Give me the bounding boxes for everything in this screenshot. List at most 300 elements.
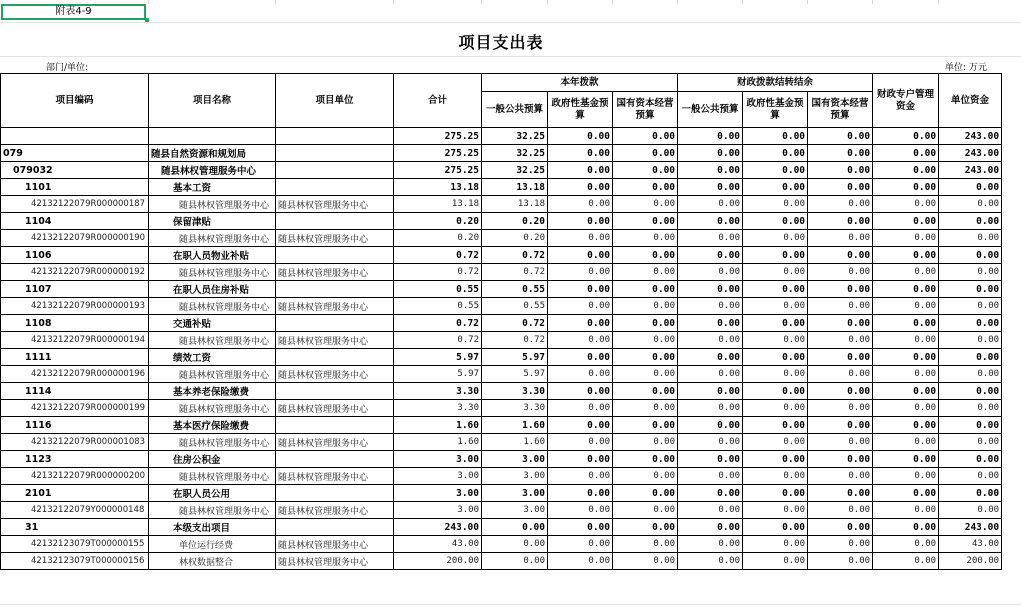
cell-amount[interactable]: 0.00	[808, 400, 873, 417]
cell-amount[interactable]: 0.00	[743, 196, 808, 213]
selected-cell-note[interactable]: 附表4-9	[1, 4, 146, 20]
cell-amount[interactable]: 0.00	[613, 247, 678, 264]
cell-amount[interactable]: 0.00	[808, 298, 873, 315]
header-name[interactable]: 项目名称	[149, 74, 276, 128]
cell-amount[interactable]: 0.00	[678, 315, 743, 332]
cell-amount[interactable]: 0.00	[678, 485, 743, 502]
cell-amount[interactable]: 0.00	[743, 128, 808, 145]
cell-amount[interactable]: 0.00	[873, 417, 939, 434]
cell-amount[interactable]: 0.00	[873, 145, 939, 162]
cell-amount[interactable]: 5.97	[482, 349, 548, 366]
cell-amount[interactable]: 0.00	[743, 145, 808, 162]
cell-name[interactable]: 绩效工资	[149, 349, 276, 366]
cell-name[interactable]: 随县林权管理服务中心	[149, 434, 276, 451]
cell-amount[interactable]: 0.00	[873, 383, 939, 400]
cell-amount[interactable]: 243.00	[939, 519, 1002, 536]
cell-name[interactable]: 基本养老保险缴费	[149, 383, 276, 400]
cell-amount[interactable]: 0.00	[743, 434, 808, 451]
cell-unit[interactable]: 随县林权管理服务中心	[276, 400, 394, 417]
cell-amount[interactable]: 0.00	[613, 349, 678, 366]
cell-amount[interactable]: 13.18	[482, 179, 548, 196]
cell-amount[interactable]: 243.00	[394, 519, 482, 536]
cell-code[interactable]: 42132123079T000000156	[1, 553, 149, 570]
cell-amount[interactable]: 0.00	[613, 366, 678, 383]
cell-amount[interactable]: 0.00	[613, 519, 678, 536]
cell-amount[interactable]: 0.00	[873, 247, 939, 264]
cell-name[interactable]: 随县林权管理服务中心	[149, 400, 276, 417]
cell-amount[interactable]: 0.00	[613, 162, 678, 179]
header-total[interactable]: 合计	[394, 74, 482, 128]
header-fund-budget-carryover[interactable]: 政府性基金预算	[743, 92, 808, 128]
cell-unit[interactable]	[276, 128, 394, 145]
cell-amount[interactable]: 3.30	[394, 383, 482, 400]
cell-amount[interactable]: 0.00	[548, 536, 613, 553]
cell-amount[interactable]: 0.00	[678, 417, 743, 434]
cell-amount[interactable]: 0.00	[939, 451, 1002, 468]
cell-amount[interactable]: 0.72	[394, 332, 482, 349]
cell-amount[interactable]: 0.00	[613, 536, 678, 553]
cell-amount[interactable]: 243.00	[939, 162, 1002, 179]
cell-amount[interactable]: 0.00	[939, 179, 1002, 196]
cell-amount[interactable]: 0.00	[939, 383, 1002, 400]
cell-unit[interactable]	[276, 281, 394, 298]
cell-code[interactable]: 42132122079R000000199	[1, 400, 149, 417]
cell-unit[interactable]	[276, 485, 394, 502]
cell-amount[interactable]: 0.00	[613, 128, 678, 145]
cell-amount[interactable]: 3.00	[394, 451, 482, 468]
cell-code[interactable]: 1101	[1, 179, 149, 196]
cell-code[interactable]: 42132122079R000000192	[1, 264, 149, 281]
cell-amount[interactable]: 0.00	[939, 264, 1002, 281]
header-unit-funds[interactable]: 单位资金	[939, 74, 1002, 128]
cell-amount[interactable]: 0.00	[808, 196, 873, 213]
cell-amount[interactable]: 0.00	[808, 451, 873, 468]
header-state-capital-budget[interactable]: 国有资本经营预算	[613, 92, 678, 128]
cell-amount[interactable]: 0.20	[482, 230, 548, 247]
cell-amount[interactable]: 0.00	[678, 230, 743, 247]
cell-amount[interactable]: 0.00	[743, 298, 808, 315]
cell-amount[interactable]: 0.00	[613, 485, 678, 502]
cell-amount[interactable]: 0.20	[394, 213, 482, 230]
cell-amount[interactable]: 0.00	[743, 383, 808, 400]
cell-amount[interactable]: 0.00	[678, 349, 743, 366]
cell-amount[interactable]: 3.30	[482, 383, 548, 400]
cell-amount[interactable]: 0.00	[548, 519, 613, 536]
cell-amount[interactable]: 0.72	[394, 264, 482, 281]
cell-code[interactable]: 42132122079R000000196	[1, 366, 149, 383]
cell-amount[interactable]: 0.00	[743, 179, 808, 196]
cell-amount[interactable]: 0.00	[743, 230, 808, 247]
cell-name[interactable]: 随县自然资源和规划局	[149, 145, 276, 162]
cell-amount[interactable]: 0.00	[873, 468, 939, 485]
cell-unit[interactable]: 随县林权管理服务中心	[276, 264, 394, 281]
cell-unit[interactable]: 随县林权管理服务中心	[276, 196, 394, 213]
cell-amount[interactable]: 0.00	[873, 196, 939, 213]
cell-amount[interactable]: 3.00	[394, 468, 482, 485]
cell-amount[interactable]: 0.00	[873, 400, 939, 417]
cell-amount[interactable]: 0.00	[548, 502, 613, 519]
cell-amount[interactable]: 0.00	[678, 451, 743, 468]
cell-amount[interactable]: 0.00	[548, 400, 613, 417]
cell-amount[interactable]: 0.00	[873, 451, 939, 468]
cell-amount[interactable]: 0.00	[548, 315, 613, 332]
cell-amount[interactable]: 0.55	[394, 298, 482, 315]
cell-amount[interactable]: 0.00	[678, 128, 743, 145]
header-carryover[interactable]: 财政拨款结转结余	[678, 74, 873, 92]
cell-amount[interactable]: 0.00	[743, 162, 808, 179]
cell-code[interactable]: 31	[1, 519, 149, 536]
cell-amount[interactable]: 5.97	[482, 366, 548, 383]
cell-amount[interactable]: 3.00	[394, 502, 482, 519]
cell-amount[interactable]: 0.72	[482, 247, 548, 264]
cell-amount[interactable]: 1.60	[482, 417, 548, 434]
cell-amount[interactable]: 243.00	[939, 128, 1002, 145]
cell-amount[interactable]: 0.00	[743, 281, 808, 298]
cell-amount[interactable]: 0.00	[743, 553, 808, 570]
cell-name[interactable]: 随县林权管理服务中心	[149, 264, 276, 281]
cell-amount[interactable]: 0.00	[678, 502, 743, 519]
cell-amount[interactable]: 0.00	[808, 128, 873, 145]
cell-unit[interactable]	[276, 451, 394, 468]
cell-amount[interactable]: 0.00	[939, 298, 1002, 315]
cell-amount[interactable]: 0.00	[808, 417, 873, 434]
cell-unit[interactable]	[276, 315, 394, 332]
cell-amount[interactable]: 0.00	[678, 332, 743, 349]
cell-amount[interactable]: 0.00	[808, 366, 873, 383]
cell-code[interactable]: 079	[1, 145, 149, 162]
cell-amount[interactable]: 0.00	[808, 213, 873, 230]
cell-amount[interactable]: 0.00	[482, 553, 548, 570]
header-general-budget-carryover[interactable]: 一般公共预算	[678, 92, 743, 128]
cell-amount[interactable]: 0.00	[678, 434, 743, 451]
cell-amount[interactable]: 0.00	[678, 247, 743, 264]
cell-name[interactable]: 在职人员物业补贴	[149, 247, 276, 264]
header-fund-budget[interactable]: 政府性基金预算	[548, 92, 613, 128]
cell-amount[interactable]: 0.00	[808, 230, 873, 247]
cell-amount[interactable]: 0.00	[548, 247, 613, 264]
cell-unit[interactable]	[276, 145, 394, 162]
cell-code[interactable]	[1, 128, 149, 145]
cell-amount[interactable]: 0.00	[808, 485, 873, 502]
cell-unit[interactable]	[276, 519, 394, 536]
cell-amount[interactable]: 0.00	[548, 128, 613, 145]
cell-amount[interactable]: 0.00	[482, 536, 548, 553]
cell-amount[interactable]: 0.00	[678, 179, 743, 196]
cell-amount[interactable]: 0.00	[873, 162, 939, 179]
cell-name[interactable]: 随县林权管理服务中心	[149, 468, 276, 485]
cell-amount[interactable]: 0.00	[613, 417, 678, 434]
cell-unit[interactable]	[276, 213, 394, 230]
cell-name[interactable]: 随县林权管理服务中心	[149, 502, 276, 519]
cell-name[interactable]: 住房公积金	[149, 451, 276, 468]
cell-amount[interactable]: 32.25	[482, 128, 548, 145]
cell-amount[interactable]: 0.00	[678, 213, 743, 230]
cell-amount[interactable]: 0.00	[743, 366, 808, 383]
cell-amount[interactable]: 0.00	[678, 281, 743, 298]
cell-amount[interactable]: 0.00	[613, 196, 678, 213]
cell-amount[interactable]: 0.55	[394, 281, 482, 298]
cell-amount[interactable]: 0.00	[743, 502, 808, 519]
cell-unit[interactable]	[276, 247, 394, 264]
cell-amount[interactable]: 0.00	[743, 468, 808, 485]
cell-amount[interactable]: 32.25	[482, 162, 548, 179]
cell-amount[interactable]: 43.00	[394, 536, 482, 553]
cell-name[interactable]: 单位运行经费	[149, 536, 276, 553]
cell-amount[interactable]: 0.00	[939, 213, 1002, 230]
cell-name[interactable]: 随县林权管理服务中心	[149, 196, 276, 213]
cell-amount[interactable]: 0.00	[808, 264, 873, 281]
header-general-budget[interactable]: 一般公共预算	[482, 92, 548, 128]
cell-amount[interactable]: 0.00	[939, 315, 1002, 332]
cell-amount[interactable]: 0.00	[678, 468, 743, 485]
cell-amount[interactable]: 275.25	[394, 162, 482, 179]
cell-amount[interactable]: 0.00	[743, 519, 808, 536]
cell-code[interactable]: 1108	[1, 315, 149, 332]
cell-amount[interactable]: 3.30	[394, 400, 482, 417]
cell-amount[interactable]: 0.00	[808, 434, 873, 451]
cell-amount[interactable]: 5.97	[394, 349, 482, 366]
cell-code[interactable]: 42132122079R000000194	[1, 332, 149, 349]
cell-amount[interactable]: 0.00	[743, 315, 808, 332]
cell-amount[interactable]: 1.60	[394, 434, 482, 451]
cell-unit[interactable]	[276, 349, 394, 366]
cell-amount[interactable]: 0.00	[678, 519, 743, 536]
cell-code[interactable]: 2101	[1, 485, 149, 502]
cell-amount[interactable]: 0.00	[873, 366, 939, 383]
cell-amount[interactable]: 0.00	[873, 332, 939, 349]
cell-amount[interactable]: 0.00	[613, 264, 678, 281]
cell-amount[interactable]: 0.00	[873, 536, 939, 553]
cell-name[interactable]: 随县林权管理服务中心	[149, 230, 276, 247]
cell-amount[interactable]: 0.00	[548, 349, 613, 366]
cell-amount[interactable]: 3.00	[482, 485, 548, 502]
cell-amount[interactable]: 0.00	[482, 519, 548, 536]
cell-amount[interactable]: 0.00	[743, 247, 808, 264]
cell-amount[interactable]: 0.00	[548, 162, 613, 179]
cell-amount[interactable]: 1.60	[394, 417, 482, 434]
cell-amount[interactable]: 0.00	[743, 264, 808, 281]
cell-amount[interactable]: 0.00	[873, 502, 939, 519]
cell-amount[interactable]: 0.00	[808, 553, 873, 570]
cell-amount[interactable]: 32.25	[482, 145, 548, 162]
cell-code[interactable]: 42132123079T000000155	[1, 536, 149, 553]
header-unit[interactable]: 项目单位	[276, 74, 394, 128]
cell-amount[interactable]: 0.00	[613, 400, 678, 417]
cell-amount[interactable]: 0.00	[678, 366, 743, 383]
cell-amount[interactable]: 0.00	[873, 264, 939, 281]
header-current-year-appropriation[interactable]: 本年拨款	[482, 74, 678, 92]
cell-amount[interactable]: 0.00	[548, 281, 613, 298]
cell-amount[interactable]: 275.25	[394, 128, 482, 145]
cell-name[interactable]: 随县林权管理服务中心	[149, 366, 276, 383]
cell-name[interactable]: 本级支出项目	[149, 519, 276, 536]
cell-amount[interactable]: 0.00	[808, 536, 873, 553]
cell-amount[interactable]: 0.55	[482, 298, 548, 315]
cell-amount[interactable]: 0.72	[482, 264, 548, 281]
cell-amount[interactable]: 0.00	[613, 553, 678, 570]
cell-amount[interactable]: 0.00	[939, 502, 1002, 519]
cell-amount[interactable]: 0.00	[548, 230, 613, 247]
cell-amount[interactable]: 0.00	[678, 553, 743, 570]
cell-amount[interactable]: 0.00	[743, 451, 808, 468]
cell-amount[interactable]: 0.00	[613, 298, 678, 315]
cell-unit[interactable]: 随县林权管理服务中心	[276, 332, 394, 349]
cell-amount[interactable]: 0.00	[939, 417, 1002, 434]
cell-amount[interactable]: 0.00	[873, 298, 939, 315]
cell-amount[interactable]: 0.00	[678, 536, 743, 553]
cell-amount[interactable]: 0.00	[808, 247, 873, 264]
cell-amount[interactable]: 0.00	[873, 553, 939, 570]
cell-amount[interactable]: 0.00	[613, 502, 678, 519]
cell-name[interactable]: 随县林权管理服务中心	[149, 332, 276, 349]
cell-unit[interactable]	[276, 383, 394, 400]
cell-amount[interactable]: 0.00	[808, 281, 873, 298]
cell-unit[interactable]	[276, 417, 394, 434]
cell-amount[interactable]: 200.00	[939, 553, 1002, 570]
cell-amount[interactable]: 0.00	[678, 196, 743, 213]
cell-amount[interactable]: 0.00	[613, 332, 678, 349]
cell-code[interactable]: 1123	[1, 451, 149, 468]
cell-amount[interactable]: 0.00	[939, 332, 1002, 349]
cell-amount[interactable]: 243.00	[939, 145, 1002, 162]
cell-amount[interactable]: 0.00	[613, 281, 678, 298]
cell-amount[interactable]: 0.00	[939, 434, 1002, 451]
cell-code[interactable]: 42132122079R000000187	[1, 196, 149, 213]
cell-unit[interactable]: 随县林权管理服务中心	[276, 536, 394, 553]
cell-amount[interactable]: 0.72	[482, 315, 548, 332]
cell-amount[interactable]: 0.00	[613, 230, 678, 247]
cell-amount[interactable]: 0.00	[548, 179, 613, 196]
cell-amount[interactable]: 0.00	[743, 417, 808, 434]
cell-amount[interactable]: 0.00	[939, 281, 1002, 298]
cell-amount[interactable]: 0.00	[548, 468, 613, 485]
cell-amount[interactable]: 0.00	[808, 383, 873, 400]
cell-amount[interactable]: 0.00	[808, 162, 873, 179]
cell-amount[interactable]: 0.00	[808, 145, 873, 162]
cell-amount[interactable]: 13.18	[394, 179, 482, 196]
cell-name[interactable]: 保留津贴	[149, 213, 276, 230]
cell-amount[interactable]: 13.18	[394, 196, 482, 213]
cell-unit[interactable]: 随县林权管理服务中心	[276, 366, 394, 383]
cell-amount[interactable]: 3.00	[482, 502, 548, 519]
cell-amount[interactable]: 0.00	[613, 145, 678, 162]
cell-amount[interactable]: 0.00	[548, 196, 613, 213]
cell-amount[interactable]: 0.00	[548, 366, 613, 383]
cell-amount[interactable]: 0.00	[939, 349, 1002, 366]
cell-amount[interactable]: 275.25	[394, 145, 482, 162]
cell-code[interactable]: 1111	[1, 349, 149, 366]
cell-amount[interactable]: 0.72	[394, 247, 482, 264]
cell-amount[interactable]: 3.00	[482, 468, 548, 485]
cell-amount[interactable]: 0.00	[873, 434, 939, 451]
cell-amount[interactable]: 0.00	[743, 332, 808, 349]
cell-amount[interactable]: 0.00	[613, 434, 678, 451]
cell-amount[interactable]: 0.00	[873, 230, 939, 247]
cell-amount[interactable]: 0.00	[873, 128, 939, 145]
cell-code[interactable]: 42132122079R000000200	[1, 468, 149, 485]
cell-code[interactable]: 1106	[1, 247, 149, 264]
cell-amount[interactable]: 0.00	[548, 485, 613, 502]
cell-amount[interactable]: 0.00	[873, 519, 939, 536]
cell-amount[interactable]: 0.00	[873, 281, 939, 298]
cell-name[interactable]: 交通补贴	[149, 315, 276, 332]
cell-name[interactable]: 随县林权管理服务中心	[149, 298, 276, 315]
cell-amount[interactable]: 3.00	[394, 485, 482, 502]
cell-amount[interactable]: 0.00	[808, 519, 873, 536]
cell-amount[interactable]: 0.00	[808, 332, 873, 349]
cell-name[interactable]: 在职人员公用	[149, 485, 276, 502]
cell-amount[interactable]: 0.00	[548, 434, 613, 451]
cell-amount[interactable]: 0.72	[394, 315, 482, 332]
cell-amount[interactable]: 5.97	[394, 366, 482, 383]
cell-amount[interactable]: 0.00	[808, 502, 873, 519]
cell-amount[interactable]: 0.00	[613, 179, 678, 196]
header-code[interactable]: 项目编码	[1, 74, 149, 128]
cell-code[interactable]: 1104	[1, 213, 149, 230]
cell-amount[interactable]: 0.00	[939, 196, 1002, 213]
cell-amount[interactable]: 0.00	[939, 230, 1002, 247]
cell-amount[interactable]: 0.00	[678, 145, 743, 162]
cell-amount[interactable]: 0.00	[873, 179, 939, 196]
cell-unit[interactable]	[276, 162, 394, 179]
cell-amount[interactable]: 0.00	[873, 213, 939, 230]
cell-amount[interactable]: 0.72	[482, 332, 548, 349]
cell-code[interactable]: 1116	[1, 417, 149, 434]
cell-amount[interactable]: 0.00	[939, 468, 1002, 485]
cell-amount[interactable]: 13.18	[482, 196, 548, 213]
cell-amount[interactable]: 0.00	[939, 485, 1002, 502]
cell-unit[interactable]: 随县林权管理服务中心	[276, 434, 394, 451]
cell-amount[interactable]: 0.00	[808, 468, 873, 485]
cell-amount[interactable]: 0.00	[548, 553, 613, 570]
cell-unit[interactable]: 随县林权管理服务中心	[276, 553, 394, 570]
cell-unit[interactable]: 随县林权管理服务中心	[276, 230, 394, 247]
cell-amount[interactable]: 0.00	[743, 213, 808, 230]
cell-amount[interactable]: 0.00	[613, 468, 678, 485]
cell-code[interactable]: 42132122079R000000190	[1, 230, 149, 247]
cell-unit[interactable]	[276, 179, 394, 196]
cell-amount[interactable]: 0.00	[939, 247, 1002, 264]
cell-amount[interactable]: 0.00	[873, 315, 939, 332]
cell-amount[interactable]: 0.00	[548, 213, 613, 230]
cell-amount[interactable]: 0.00	[548, 417, 613, 434]
cell-amount[interactable]: 3.00	[482, 451, 548, 468]
cell-unit[interactable]: 随县林权管理服务中心	[276, 298, 394, 315]
cell-name[interactable]: 基本工资	[149, 179, 276, 196]
cell-unit[interactable]: 随县林权管理服务中心	[276, 502, 394, 519]
cell-amount[interactable]: 0.00	[548, 298, 613, 315]
cell-amount[interactable]: 0.00	[808, 349, 873, 366]
cell-amount[interactable]: 0.00	[873, 349, 939, 366]
cell-amount[interactable]: 0.00	[678, 298, 743, 315]
cell-amount[interactable]: 0.00	[743, 485, 808, 502]
cell-amount[interactable]: 1.60	[482, 434, 548, 451]
header-special-account[interactable]: 财政专户管理资金	[873, 74, 939, 128]
cell-amount[interactable]: 0.00	[743, 536, 808, 553]
cell-amount[interactable]: 0.00	[743, 400, 808, 417]
cell-amount[interactable]: 0.20	[394, 230, 482, 247]
cell-name[interactable]	[149, 128, 276, 145]
cell-amount[interactable]: 0.00	[939, 400, 1002, 417]
cell-amount[interactable]: 0.00	[548, 264, 613, 281]
cell-code[interactable]: 1107	[1, 281, 149, 298]
cell-amount[interactable]: 0.20	[482, 213, 548, 230]
cell-amount[interactable]: 0.00	[613, 315, 678, 332]
cell-name[interactable]: 林权数据整合	[149, 553, 276, 570]
cell-name[interactable]: 基本医疗保险缴费	[149, 417, 276, 434]
cell-amount[interactable]: 0.00	[613, 383, 678, 400]
cell-code[interactable]: 1114	[1, 383, 149, 400]
